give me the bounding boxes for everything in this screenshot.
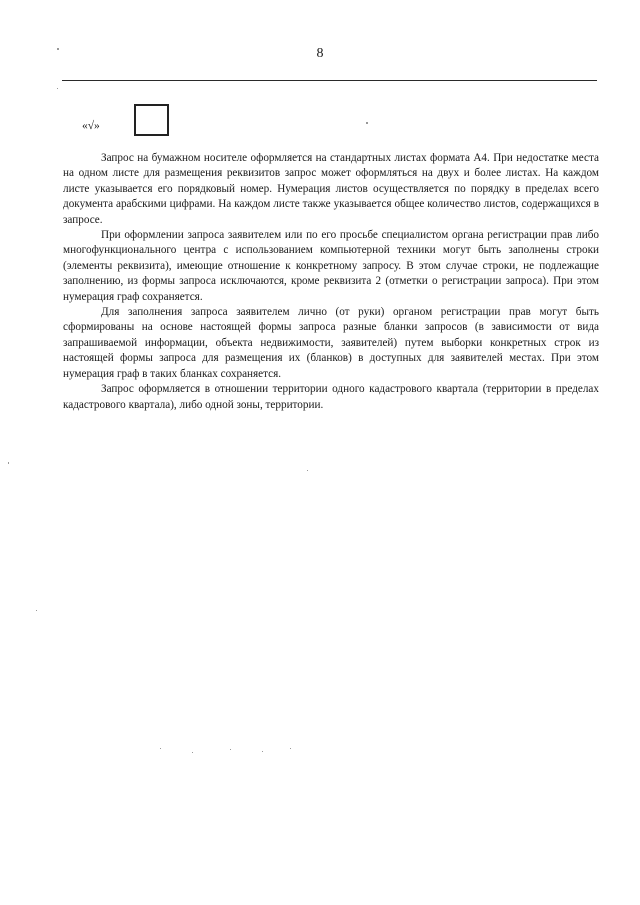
scan-speck <box>290 748 291 749</box>
paragraph-3: Для заполнения запроса заявителем лично (от руки) органом регистрации прав могут быть сформированы на основе настоящей формы запроса разные бланки запросов (в зависимости от вида запрашиваемой информации, объекта недвижимости, заявителей) путем выборки конкретных строк из настоящей формы запроса для размещения их (бланков) в доступных для заявителей местах. При этом нумерация граф в таких бланках сохраняется. <box>63 306 599 380</box>
paragraph-1: Запрос на бумажном носителе оформляется на стандартных листах формата А4. При недостатке места на одном листе для размещения реквизитов запрос может оформляться на двух и более листах. На каждом листе указывается его порядковый номер. Нумерация листов осуществляется по порядку в пределах всего документа арабскими цифрами. На каждом листе также указывается общее количество листов, содержащихся в запросе. <box>63 152 599 226</box>
scan-speck <box>36 610 37 611</box>
checkbox-mark-label: «√» <box>82 120 100 132</box>
scan-speck <box>57 48 59 50</box>
paragraph-4: Запрос оформляется в отношении территории одного кадастрового квартала (территории в пределах кадастрового квартала), либо одной зоны, территории. <box>63 383 599 411</box>
scan-speck <box>57 88 58 89</box>
scan-speck <box>192 752 193 753</box>
header-rule <box>62 80 597 81</box>
scan-speck <box>8 462 9 464</box>
scan-speck <box>160 748 161 749</box>
page-number: 8 <box>316 46 324 61</box>
empty-checkbox <box>134 104 169 136</box>
scan-speck <box>230 749 231 750</box>
scan-speck <box>262 751 263 752</box>
paragraph-2: При оформлении запроса заявителем или по его просьбе специалистом органа регистрации прав либо многофункционального центра с использованием компьютерной техники могут быть заполнены строки (элементы реквизита), имеющие отношение к конкретному запросу. В этом случае строки, не подлежащие заполнению, из формы запроса исключаются, кроме реквизита 2 (отметки о регистрации запроса). При этом нумерация граф сохраняется. <box>63 229 599 303</box>
scan-speck <box>307 470 308 471</box>
scan-speck <box>366 122 368 124</box>
body-text <box>63 151 599 413</box>
